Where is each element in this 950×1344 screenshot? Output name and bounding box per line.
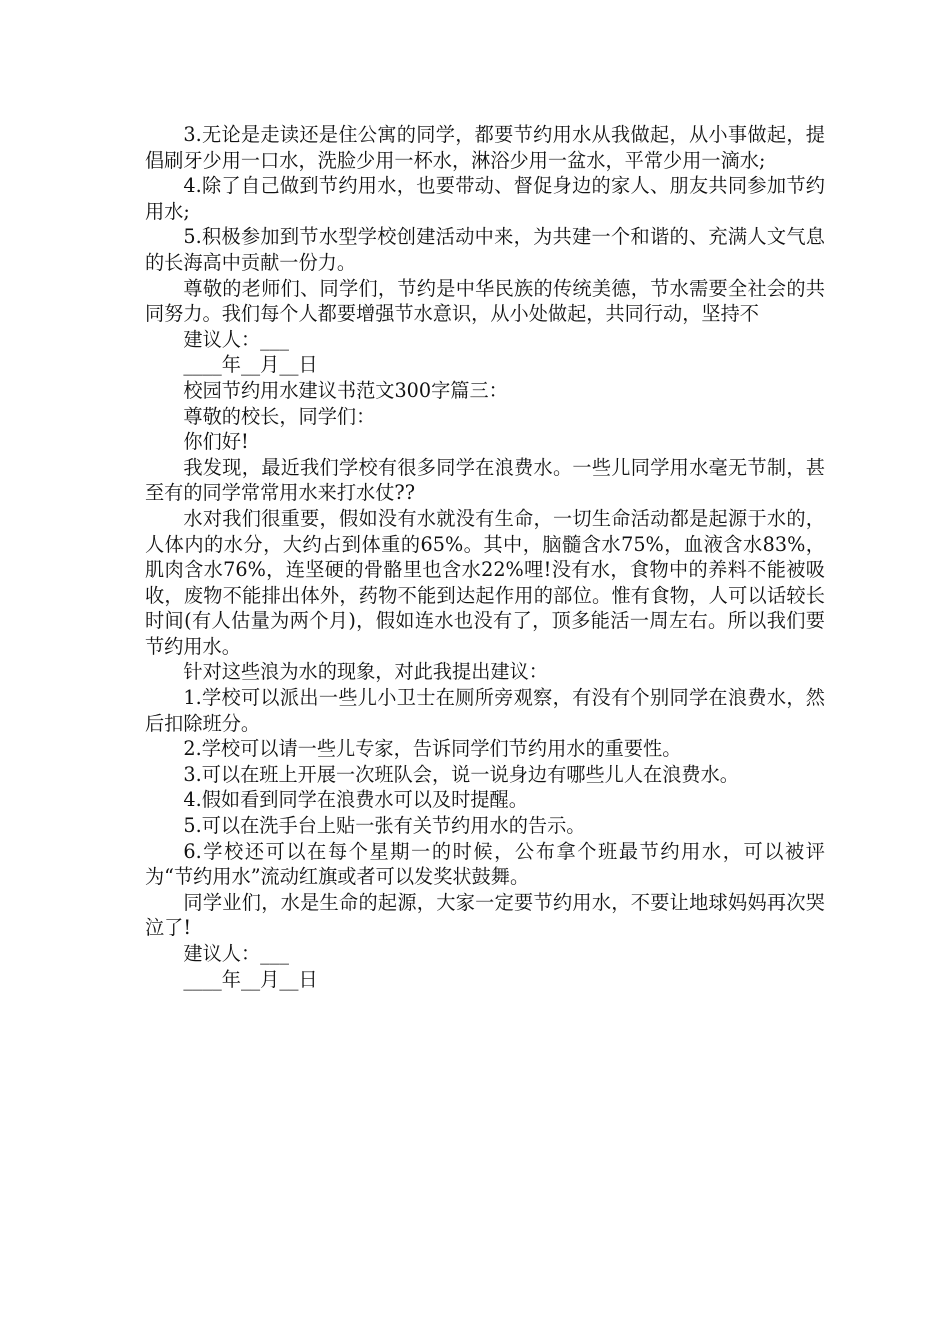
- suggestion-item-5: 5.可以在洗手台上贴一张有关节约用水的告示。: [183, 814, 586, 838]
- body-paragraph: 水对我们很重要，假如没有水就没有生命，一切生命活动都是起源于水的，人体内的水分，大约占到体重的65%。其中，脑髓含水75%，血液含水83%，肌肉含水76%，连坚硬的骨骼里也含水22%哩!没有水，食物中的养料不能被吸收，废物不能排出体外，药物不能到达起作用的部位。惟有食物，人可以话较长时间(有人估量为两个月)，假如连水也没有了，顶多能活一周左右。所以我们要节约用水。: [145, 506, 825, 658]
- closing-paragraph: 同学业们，水是生命的起源，大家一定要节约用水，不要让地球妈妈再次哭泣了!: [145, 890, 825, 940]
- closing-paragraph: 尊敬的老师们、同学们，节约是中华民族的传统美德，节水需要全社会的共同努力。我们每个人都要增强节水意识，从小处做起，共同行动，坚持不: [145, 276, 825, 326]
- paragraph-item-3: 3.无论是走读还是住公寓的同学，都要节约用水从我做起，从小事做起，提倡刷牙少用一口水，洗脸少用一杯水，淋浴少用一盆水，平常少用一滴水;: [145, 123, 825, 172]
- suggestion-item-4: 4.假如看到同学在浪费水可以及时提醒。: [183, 788, 528, 812]
- greeting: 你们好!: [183, 430, 249, 454]
- paragraph-item-4: 4.除了自己做到节约用水，也要带动、督促身边的家人、朋友共同参加节约用水;: [145, 174, 825, 223]
- suggestion-item-2: 2.学校可以请一些儿专家，告诉同学们节约用水的重要性。: [183, 737, 682, 761]
- signature-line: 建议人：___: [183, 327, 289, 351]
- suggestion-item-3: 3.可以在班上开展一次班队会，说一说身边有哪些儿人在浪费水。: [183, 762, 739, 786]
- suggestion-item-1: 1.学校可以派出一些儿小卫士在厕所旁观察，有没有个别同学在浪费水，然后扣除班分。: [145, 686, 825, 735]
- date-line: ____年__月__日: [183, 967, 318, 991]
- salutation: 尊敬的校长，同学们：: [183, 404, 376, 428]
- date-line: ____年__月__日: [183, 353, 318, 377]
- paragraph-item-5: 5.积极参加到节水型学校创建活动中来，为共建一个和谐的、充满人文气息的长海高中贡献一份力。: [145, 225, 825, 274]
- signature-line: 建议人：___: [183, 942, 289, 965]
- suggestion-item-6: 6.学校还可以在每个星期一的时候，公布拿个班最节约用水，可以被评为“节约用水”流动红旗或者可以发奖状鼓舞。: [145, 839, 825, 889]
- body-paragraph: 我发现，最近我们学校有很多同学在浪费水。一些儿同学用水毫无节制，甚至有的同学常常用水来打水仗??: [145, 455, 825, 505]
- body-paragraph: 针对这些浪为水的现象，对此我提出建议：: [183, 660, 548, 684]
- document-body: [145, 122, 825, 992]
- section-heading: 校园节约用水建议书范文300字篇三：: [183, 378, 508, 402]
